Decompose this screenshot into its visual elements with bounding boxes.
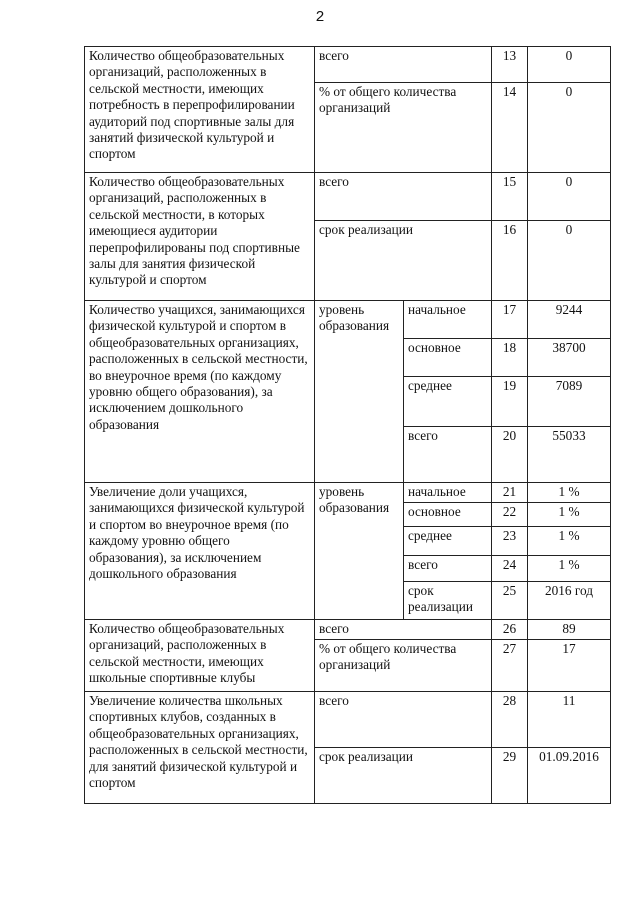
indicator-label: всего: [315, 692, 492, 748]
indicator-label: всего: [315, 47, 492, 83]
report-table: [84, 46, 611, 804]
row-value: 9244: [528, 301, 611, 339]
indicator-label: всего: [404, 556, 492, 582]
row-value: 7089: [528, 377, 611, 427]
table-row: [85, 620, 611, 640]
row-code: 15: [492, 173, 528, 221]
group-label: уровень образования: [315, 301, 404, 483]
row-code: 26: [492, 620, 528, 640]
row-value: 1 %: [528, 527, 611, 556]
table-row: [85, 483, 611, 503]
row-value: 89: [528, 620, 611, 640]
row-value: 0: [528, 173, 611, 221]
row-value: 11: [528, 692, 611, 748]
indicator-description: Увеличение доли учащихся, занимающихся физической культурой и спортом во внеурочное время (по каждому уровню общего образования), за исключением дошкольного образования: [85, 483, 315, 620]
row-code: 29: [492, 748, 528, 804]
row-code: 25: [492, 582, 528, 620]
row-code: 14: [492, 83, 528, 173]
indicator-description: Количество общеобразовательных организаций, расположенных в сельской местности, имеющих школьные спортивные клубы: [85, 620, 315, 692]
indicator-label: начальное: [404, 301, 492, 339]
row-code: 17: [492, 301, 528, 339]
row-code: 22: [492, 503, 528, 527]
row-code: 20: [492, 427, 528, 483]
indicator-label: всего: [315, 173, 492, 221]
indicator-label: основное: [404, 503, 492, 527]
indicator-label: всего: [404, 427, 492, 483]
indicator-label: % от общего количества организаций: [315, 83, 492, 173]
row-value: 1 %: [528, 503, 611, 527]
group-label: уровень образования: [315, 483, 404, 620]
indicator-label: среднее: [404, 377, 492, 427]
indicator-label: срок реализации: [315, 748, 492, 804]
table-row: [85, 301, 611, 339]
row-value: 2016 год: [528, 582, 611, 620]
row-value: 0: [528, 47, 611, 83]
indicator-label: срок реализации: [404, 582, 492, 620]
row-code: 18: [492, 339, 528, 377]
row-code: 28: [492, 692, 528, 748]
row-value: 55033: [528, 427, 611, 483]
table-row: [85, 47, 611, 83]
indicator-label: % от общего количества организаций: [315, 640, 492, 692]
row-value: 17: [528, 640, 611, 692]
indicator-label: срок реализации: [315, 221, 492, 301]
row-code: 19: [492, 377, 528, 427]
row-value: 38700: [528, 339, 611, 377]
indicator-description: Увеличение количества школьных спортивных клубов, созданных в общеобразовательных организациях, расположенных в сельской местности, для занятий физической культурой и спортом: [85, 692, 315, 804]
row-value: 01.09.2016: [528, 748, 611, 804]
indicator-label: всего: [315, 620, 492, 640]
page-number: 2: [315, 9, 325, 26]
row-value: 0: [528, 83, 611, 173]
row-code: 21: [492, 483, 528, 503]
row-value: 1 %: [528, 556, 611, 582]
indicator-description: Количество учащихся, занимающихся физической культурой и спортом в общеобразовательных организациях, расположенных в сельской местности, во внеурочное время (по каждому уровню общего образования), за исключением дошкольного образования: [85, 301, 315, 483]
row-code: 13: [492, 47, 528, 83]
indicator-description: Количество общеобразовательных организаций, расположенных в сельской местности, имеющих потребность в перепрофилировании аудиторий под спортивные залы для занятий физической культурой и спортом: [85, 47, 315, 173]
indicator-description: Количество общеобразовательных организаций, расположенных в сельской местности, в которых имеющиеся аудитории перепрофилированы под спортивные залы для занятия физической культурой и спортом: [85, 173, 315, 301]
row-code: 23: [492, 527, 528, 556]
row-code: 16: [492, 221, 528, 301]
row-value: 0: [528, 221, 611, 301]
row-code: 27: [492, 640, 528, 692]
indicator-label: среднее: [404, 527, 492, 556]
row-code: 24: [492, 556, 528, 582]
indicator-label: начальное: [404, 483, 492, 503]
indicator-label: основное: [404, 339, 492, 377]
table-row: [85, 692, 611, 748]
row-value: 1 %: [528, 483, 611, 503]
table-row: [85, 173, 611, 221]
